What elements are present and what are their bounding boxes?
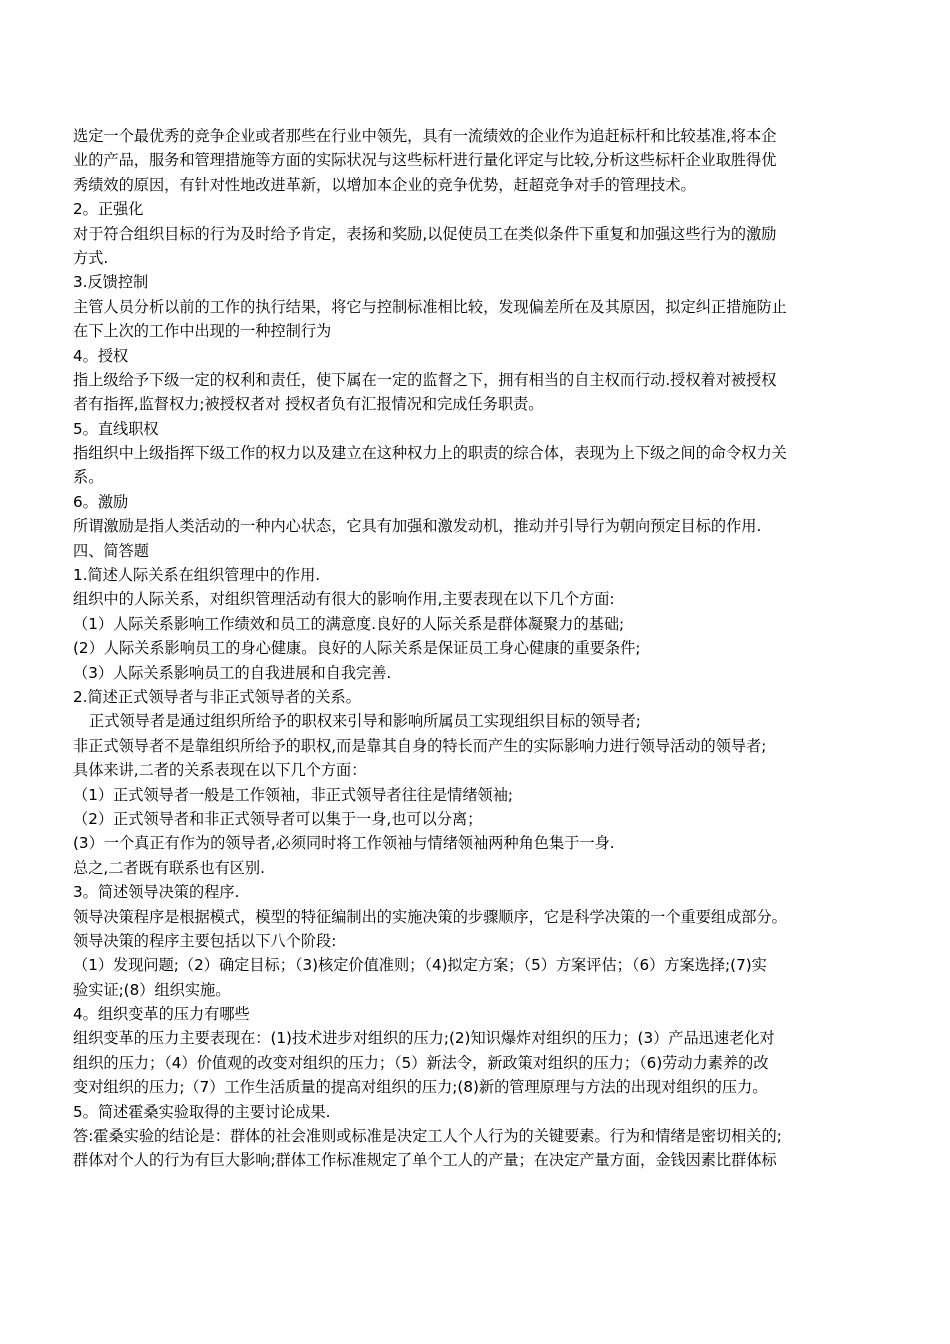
text-line: 变对组织的压力;（7）工作生活质量的提高对组织的压力;(8)新的管理原理与方法的出现对组织的压力。	[73, 1078, 768, 1097]
text-line: 非正式领导者不是靠组织所给予的职权,而是靠其自身的特长而产生的实际影响力进行领导活动的领导者;	[73, 736, 767, 755]
text-line: 组织中的人际关系，对组织管理活动有很大的影响作用,主要表现在以下几个方面:	[73, 590, 615, 609]
question-heading: 5。简述霍桑实验取得的主要讨论成果.	[73, 1102, 331, 1121]
text-line: 领导决策程序是根据模式，模型的特征编制出的实施决策的步骤顺序，它是科学决策的一个重要组成部分。	[73, 907, 787, 926]
list-item: （3）人际关系影响员工的自我进展和自我完善.	[73, 663, 392, 682]
question-heading: 3。简述领导决策的程序.	[73, 883, 240, 902]
section-heading: 四、简答题	[73, 541, 149, 560]
list-item: （1）人际关系影响工作绩效和员工的满意度.良好的人际关系是群体凝聚力的基础;	[73, 614, 625, 633]
list-item: （2）正式领导者和非正式领导者可以集于一身,也可以分离；	[73, 809, 483, 828]
text-line: 在下上次的工作中出现的一种控制行为	[73, 322, 332, 341]
question-heading: 2.简述正式领导者与非正式领导者的关系。	[73, 687, 361, 706]
text-line: 总之,二者既有联系也有区别.	[73, 858, 265, 877]
text-line: 所谓激励是指人类活动的一种内心状态，它具有加强和激发动机，推动并引导行为朝向预定目标的作用.	[73, 517, 762, 536]
section-heading: 6。激励	[73, 492, 129, 511]
text-line: 组织变革的压力主要表现在：(1)技术进步对组织的压力;(2)知识爆炸对组织的压力；(3）产品迅速老化对	[73, 1029, 775, 1048]
section-heading: 3.反馈控制	[73, 273, 149, 292]
question-heading: 4。组织变革的压力有哪些	[73, 1005, 250, 1024]
question-heading: 1.简述人际关系在组织管理中的作用.	[73, 566, 321, 585]
text-line: 业的产品，服务和管理措施等方面的实际状况与这些标杆进行量化评定与比较,分析这些标杆企业取胜得优	[73, 151, 777, 170]
list-item: 验实证;(8）组织实施。	[73, 980, 231, 999]
list-item: （1）发现问题;（2）确定目标；（3)核定价值准则；（4)拟定方案；（5）方案评估；（6）方案选择;(7)实	[73, 956, 767, 975]
list-item: （1）正式领导者一般是工作领袖，非正式领导者往往是情绪领袖;	[73, 785, 514, 804]
text-line: 选定一个最优秀的竞争企业或者那些在行业中领先，具有一流绩效的企业作为追赶标杆和比较基准,将本企	[73, 127, 777, 145]
section-heading: 4。授权	[73, 346, 129, 365]
text-line: 具体来讲,二者的关系表现在以下几个方面：	[73, 761, 367, 780]
text-line: 组织的压力；（4）价值观的改变对组织的压力；（5）新法令，新政策对组织的压力；（6)劳动力素养的改	[73, 1053, 769, 1072]
text-line: 群体对个人的行为有巨大影响;群体工作标准规定了单个工人的产量；在决定产量方面，金钱因素比群体标	[73, 1151, 777, 1170]
text-line: 者有指挥,监督权力;被授权者对 授权者负有汇报情况和完成任务职责。	[73, 395, 544, 414]
text-line: 指上级给予下级一定的权利和责任，使下属在一定的监督之下，拥有相当的自主权而行动.授权着对被授权	[73, 370, 777, 389]
text-line: 秀绩效的原因，有针对性地改进革新，以增加本企业的竞争优势，赶超竞争对手的管理技术。	[73, 175, 696, 194]
text-line: 领导决策的程序主要包括以下八个阶段:	[73, 931, 337, 950]
section-heading: 5。直线职权	[73, 419, 159, 438]
text-line: 主管人员分析以前的工作的执行结果，将它与控制标准相比较，发现偏差所在及其原因，拟定纠正措施防止	[73, 297, 787, 316]
text-line: 对于符合组织目标的行为及时给予肯定，表扬和奖励,以促使员工在类似条件下重复和加强这些行为的激励	[73, 224, 777, 243]
text-line: 系。	[73, 468, 104, 487]
list-item: (2）人际关系影响员工的身心健康。良好的人际关系是保证员工身心健康的重要条件;	[73, 639, 641, 658]
document-body	[73, 124, 873, 1173]
section-heading: 2。正强化	[73, 200, 144, 219]
text-line: 答:霍桑实验的结论是：群体的社会准则或标准是决定工人个人行为的关键要素。行为和情绪是密切相关的;	[73, 1127, 782, 1146]
text-line: 指组织中上级指挥下级工作的权力以及建立在这种权力上的职责的综合体，表现为上下级之间的命令权力关	[73, 444, 787, 463]
text-line: 方式.	[73, 248, 109, 267]
list-item: (3）一个真正有作为的领导者,必须同时将工作领袖与情绪领袖两种角色集于一身.	[73, 834, 615, 853]
text-line: 正式领导者是通过组织所给予的职权来引导和影响所属员工实现组织目标的领导者;	[89, 712, 641, 731]
